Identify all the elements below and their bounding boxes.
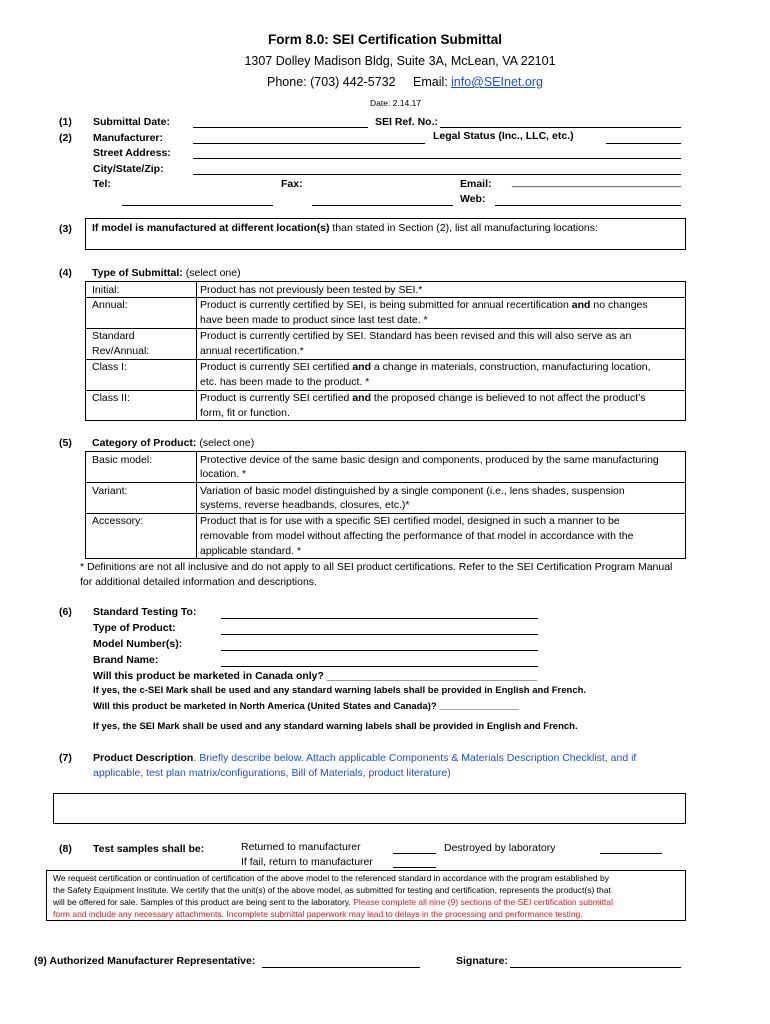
- class-2-desc-b: and: [352, 392, 371, 404]
- authorized-rep-label: (9) Authorized Manufacturer Representative:: [34, 955, 256, 967]
- class-1-desc-a: Product is currently SEI certified: [200, 361, 353, 373]
- standard-testing-field[interactable]: [221, 618, 538, 619]
- class-1-desc-c: a change in materials, construction, manufacturing location,: [370, 361, 651, 373]
- standard-desc: Product is currently certified by SEI. Standard has been revised and this will also serve as an: [200, 330, 632, 342]
- initial-desc: Product has not previously been tested by SEI.*: [200, 284, 423, 296]
- variant-label[interactable]: Variant:: [92, 485, 128, 497]
- accessory-label[interactable]: Accessory:: [92, 515, 144, 527]
- definitions-footnote: * Definitions are not all inclusive and do not apply to all SEI product certifications. Refer to the SEI Certification Program Manual: [80, 561, 673, 573]
- annual-desc: [200, 299, 648, 311]
- address: 1307 Dolley Madison Bldg, Suite 3A, McLean, VA 22101: [244, 54, 556, 68]
- standard-label[interactable]: Standard: [92, 330, 135, 342]
- fax-field[interactable]: [312, 205, 453, 206]
- row-divider: [85, 482, 686, 483]
- model-number-field[interactable]: [221, 650, 538, 651]
- accessory-desc-3: applicable standard. *: [200, 545, 301, 557]
- tel-label: Tel:: [93, 178, 111, 190]
- canada-question[interactable]: Will this product be marketed in Canada only? ____________________________________: [93, 670, 538, 682]
- section-2-number: (2): [59, 132, 72, 144]
- category-heading: [92, 437, 254, 449]
- form-date: Date: 2.14.17: [370, 98, 422, 108]
- locations-prompt: [92, 222, 598, 234]
- table-divider: [196, 281, 197, 421]
- sei-ref-field[interactable]: [440, 127, 681, 128]
- form-title: Form 8.0: SEI Certification Submittal: [267, 32, 503, 47]
- email-label: Email:: [413, 75, 448, 89]
- standard-desc-2: annual recertification.*: [200, 345, 304, 357]
- section-8-number: (8): [59, 843, 72, 855]
- email-field[interactable]: _____________________________: [512, 176, 682, 188]
- statement-line-3: [53, 897, 613, 907]
- brand-name-label: Brand Name:: [93, 654, 159, 666]
- submittal-type-title: Type of Submittal:: [92, 267, 183, 279]
- accessory-desc: Product that is for use with a specific SEI certified model, designed in such a manner to be: [200, 515, 620, 527]
- class-1-label[interactable]: Class I:: [92, 361, 128, 373]
- submittal-date-field[interactable]: [193, 127, 368, 128]
- initial-label[interactable]: Initial:: [92, 284, 120, 296]
- product-type-field[interactable]: [221, 634, 538, 635]
- standard-testing-label: Standard Testing To:: [93, 606, 197, 618]
- product-type-label: Type of Product:: [93, 622, 176, 634]
- tel-field[interactable]: [122, 205, 273, 206]
- submittal-type-heading: [92, 267, 241, 279]
- variant-desc-2: systems, reverse headbands, closures, etc.)*: [200, 499, 410, 511]
- if-fail-field[interactable]: [393, 867, 436, 868]
- variant-desc: Variation of basic model distinguished by a single component (i.e., lens shades, suspension: [200, 485, 625, 497]
- basic-model-desc-2: location. *: [200, 468, 247, 480]
- row-divider: [85, 297, 686, 298]
- legal-status-field[interactable]: [606, 143, 681, 144]
- section-3-number: (3): [59, 223, 72, 235]
- locations-prompt-rest: than stated in Section (2), list all manufacturing locations:: [329, 222, 598, 234]
- annual-label[interactable]: Annual:: [92, 299, 128, 311]
- brand-name-field[interactable]: [221, 666, 538, 667]
- returned-field[interactable]: [393, 853, 436, 854]
- canada-note: If yes, the c-SEI Mark shall be used and any standard warning labels shall be provided in English and French.: [93, 685, 587, 696]
- row-divider: [85, 359, 686, 360]
- annual-desc-b: and: [571, 299, 591, 311]
- email-link[interactable]: info@SEInet.org: [451, 75, 543, 89]
- class-1-desc-2: etc. has been made to the product. *: [200, 376, 370, 388]
- statement-line-3a: will be offered for sale. Samples of this product are being sent to the laboratory.: [53, 897, 354, 907]
- class-2-desc: [200, 392, 646, 404]
- phone: Phone: (703) 442-5732: [267, 75, 396, 89]
- web-field[interactable]: [495, 205, 681, 206]
- product-description-box[interactable]: [53, 793, 686, 824]
- street-address-field[interactable]: [193, 158, 681, 159]
- row-divider: [85, 390, 686, 391]
- class-1-desc: [200, 361, 651, 373]
- class-2-desc-a: Product is currently SEI certified: [200, 392, 353, 404]
- section-5-number: (5): [59, 437, 72, 449]
- section-4-number: (4): [59, 267, 72, 279]
- statement-line-3b: Please complete all nine (9) sections of the SEI certification submittal: [353, 897, 614, 907]
- fax-label: Fax:: [281, 178, 303, 190]
- returned-option[interactable]: Returned to manufacturer: [241, 841, 361, 853]
- destroyed-field[interactable]: [600, 853, 662, 854]
- accessory-desc-2: removable from model without affecting the performance of that model in accordance with the: [200, 530, 634, 542]
- sei-ref-label: SEI Ref. No.:: [375, 116, 439, 128]
- test-samples-label: Test samples shall be:: [93, 843, 205, 855]
- north-america-question[interactable]: Will this product be marketed in North America (United States and Canada)? _______________: [93, 701, 519, 712]
- category-note: (select one): [199, 437, 255, 449]
- statement-line-1: We request certification or continuation of certification of the above model to the referenced standard in accordance with the program established by: [53, 873, 609, 883]
- model-number-label: Model Number(s):: [93, 638, 183, 650]
- product-description-instructions: . Briefly describe below. Attach applicable Components & Materials Description Checklist, and if: [193, 752, 637, 764]
- signature-label: Signature:: [456, 955, 508, 967]
- submittal-date-label: Submittal Date:: [93, 116, 171, 128]
- north-america-note: If yes, the SEI Mark shall be used and any standard warning labels shall be provided in English and French.: [93, 721, 578, 732]
- email-field-label: Email:: [460, 178, 492, 190]
- annual-desc-2: have been made to product since last test date. *: [200, 314, 428, 326]
- city-state-zip-label: City/State/Zip:: [93, 163, 164, 175]
- section-7-number: (7): [59, 752, 72, 764]
- class-2-desc-c: the proposed change is believed to not affect the product’s: [370, 392, 646, 404]
- annual-desc-c: no changes: [590, 299, 648, 311]
- product-description-title: Product Description: [93, 752, 194, 764]
- row-divider: [85, 328, 686, 329]
- manufacturer-label: Manufacturer:: [93, 132, 164, 144]
- product-description-instructions-2: applicable, test plan matrix/configurations, Bill of Materials, product literature): [93, 767, 451, 779]
- section-6-number: (6): [59, 606, 72, 618]
- class-2-label[interactable]: Class II:: [92, 392, 130, 404]
- manufacturer-field[interactable]: [193, 143, 425, 144]
- web-label: Web:: [460, 193, 486, 205]
- class-1-desc-b: and: [352, 361, 371, 373]
- annual-desc-a: Product is currently certified by SEI, is being submitted for annual recertification: [200, 299, 572, 311]
- destroyed-option[interactable]: Destroyed by laboratory: [444, 842, 556, 854]
- statement-line-4: form and include any necessary attachments. Incomplete submittal paperwork may lead to delays in the processing and performance testing.: [53, 909, 583, 919]
- locations-prompt-bold: If model is manufactured at different location(s): [92, 222, 330, 234]
- basic-model-desc: Protective device of the same basic design and components, produced by the same manufacturing: [200, 454, 659, 466]
- authorized-rep-field[interactable]: [262, 967, 420, 968]
- basic-model-label[interactable]: Basic model:: [92, 454, 153, 466]
- definitions-footnote-2: for additional detailed information and descriptions.: [80, 576, 317, 588]
- street-address-label: Street Address:: [93, 147, 171, 159]
- rev-annual-label: Rev/Annual:: [92, 345, 150, 357]
- product-description-heading: [93, 752, 636, 764]
- signature-field[interactable]: [510, 967, 681, 968]
- table-divider: [196, 451, 197, 559]
- statement-line-2: the Safety Equipment Institute. We certify that the unit(s) of the above model, as submitted for testing and certification, represents the product(s) that: [53, 885, 611, 895]
- category-title: Category of Product:: [92, 437, 197, 449]
- row-divider: [85, 513, 686, 514]
- class-2-desc-2: form, fit or function.: [200, 407, 290, 419]
- city-state-zip-field[interactable]: [193, 174, 681, 175]
- if-fail-option[interactable]: If fail, return to manufacturer: [241, 856, 373, 868]
- submittal-type-note: (select one): [185, 267, 241, 279]
- legal-status-label: Legal Status (Inc., LLC, etc.): [433, 130, 574, 142]
- section-1-number: (1): [59, 116, 72, 128]
